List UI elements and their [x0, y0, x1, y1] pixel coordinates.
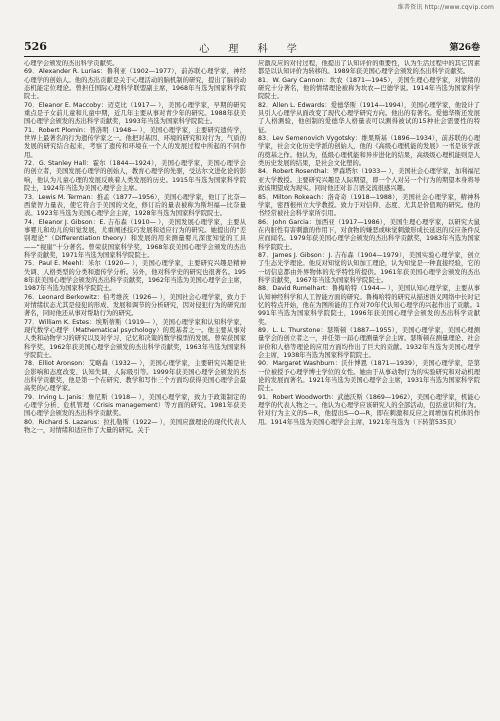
- entry-paragraph: 71．Robert Plomin：普洛明（1948— ），美国心理学家，主要研究遗传学，世界上最著名的行为遗传学家之一。他把对基因、环境的研究和对行为、气质的发展的研究结合起来，考察了遗传和环境在一个人的发展过程中所起的不同作用。: [24, 126, 246, 159]
- entry-paragraph: 91．Robert Woodworth：武德沃斯（1869—1962），美国心理学家，机能心理学的代表人物之一。他认为心理学应该研究人的全部活动，包括意识和行为。针对行为主义的S—R，他提出S—O—R，即在刺激和反应之间增加有机体的作用。1914年当选为美国心理学会主席，1921年当选为（下转第535页）: [258, 393, 480, 426]
- entry-paragraph: 应激反应的对付过程，他提出了认知评价的重要性，认为生活过程中的其它因素都是以认知评价为转移的。1989年获美国心理学会颁发的杰出科学贡献奖。: [258, 60, 480, 76]
- entry-paragraph: 72．G. Stanley Hall：霍尔（1844—1924），美国心理学家，美国心理学会的创立者，美国发展心理学的创始人，教育心理学的先驱，受达尔文进化论的影响，他认为儿童心理的发展反映着人类发展的历史。1915年当选为国家科学院院士，1924年当选为美国心理学会主席。: [24, 160, 246, 193]
- entry-paragraph: 心理学会颁发的杰出科学贡献奖。: [24, 60, 119, 67]
- entry-paragraph: 87．James J. Gibson：J. 吉布森（1904—1979），美国实验心理学家，创立了生态光学理论。他反对知觉的认知加工理论，认为知觉是一种直接经验，它的一切信息都由外界物体的光学特性所提供。1961年获美国心理学会颁发的杰出科学贡献奖，1967年当选为国家科学院院士。: [258, 251, 480, 284]
- header-rule: [24, 56, 480, 57]
- entry-paragraph: 76．Leonard Berkowitz：伯考维茨（1926— ），美国社会心理学家，致力于对情绪状态尤其是侵犯的形成、发展和调节的分析研究，因对侵犯行为的研究而著名，同时他还从事对帮助行为的研究。: [24, 293, 246, 318]
- left-column: [24, 60, 246, 712]
- right-column: [258, 60, 480, 712]
- page-number: 526: [24, 40, 47, 53]
- volume-label: 第26卷: [449, 43, 480, 53]
- entry-paragraph: 82．Allen L. Edwards：爱德华斯（1914—1994），美国心理学家，他设计了具引人心理学从面改变了现代心理学研究方向。他出的有著名。爱德华斯还发展了人格测验，他创制的爱德华人格量表可以测得被试的15种社会需要性的特征。: [258, 101, 480, 134]
- entry-paragraph: 84．Robert Rosenthal：罗森塔尔（1933— ），美国社会心理学家，加利福尼亚大学教授。主要研究兴趣是人际期望，即一个人对另一个行为的期望本身将导致该期望成为现实。同时他还对非言语交流很感兴趣。: [258, 168, 480, 193]
- entry-paragraph: 80．Richard S. Lazarus：拉扎勒斯（1922— ），美国应激理论的现代代表人物之一，对情绪和适应作了大量的研究。关于: [24, 418, 246, 435]
- entry-paragraph: 77．William K. Estes：埃斯蒂斯（1919— ），美国心理学家和认知科学家，现代数学心理学（Mathematical psychology）的奠基者之一。他主要从事对人类和动物学习的研究以及对学习、记忆和决策的数学模型的发展。曾荣获国家科学奖，1962年获美国心理学会颁发的杰出科学贡献奖，1963年当选为国家科学院院士。: [24, 318, 246, 360]
- entry-paragraph: 90．Margaret Washburn：沃什博恩（1871—1939），美国心理学家，是第一位被授予心理学博士学位的女性。她由于从事动物行为的实验研究和对动机理论的发展而著名。1921年当选为美国心理学会主席，1931年当选为国家科学院院士。: [258, 360, 480, 393]
- entry-paragraph: 73．Lewis M. Terman：推孟（1877—1956），美国心理学家，他订了比奈—西蒙智力量表，使它符合于美国的文化，修订后的量表被称为斯坦福—比奈量表。1923年当选为美国心理学会主席，1928年当选为国家科学院院士。: [24, 193, 246, 218]
- entry-paragraph: 83．Lev Semenovich Vygotsky：维果斯基（1896—1934），前苏联的心理学家，社会文化历史学派的创始人，他的《高级心理机能的发展》一书是该学派的奠基之作。他认为，低级心理机能和异步进化的结果，高级级心理机能则是人类历史发展的结果，是社会文化塑的。: [258, 135, 480, 168]
- entry-paragraph: 88．David Rumelhart：鲁梅哈特（1944— ），美国认知心理学家，主要从事认知神经科学和人工智能方面的研究。鲁梅哈特的研究从描述语义网络中长时记忆的特点开始，他在为图所能的工作对70年代认知心理学的兴起作出了贡献。1991年当选为国家科学院院士，1996年获美国心理学会颁发的杰出科学贡献奖。: [258, 285, 480, 326]
- article-body: [24, 60, 480, 712]
- entry-paragraph: 69．Alexander R. Lurias：鲁利亚（1902—1977），前苏联心理学家，神经心理学的创始人。他的杰出贡献是关于心理活动的脑机制的研究，提出了脑的动态机能定位理论。曾担任国际心理科学联盟副主席，1968年当选为国家科学院院士。: [24, 68, 246, 101]
- entry-paragraph: 85．Milton Rokeach：洛奇奇（1918—1988），美国社会心理学家，精神科学家，密西根州立大学教授。致力于对信仰、态度、尤其是价值观的研究。他的书经常被社会科学家所引用。: [258, 193, 480, 218]
- entry-paragraph: 74．Eleanor J. Gibson：E. 吉布森（1910— ），美国发展心理学家，主要从事婴儿和幼儿的知觉发展，尤重阐述技巧发展和适应行为的研究。她提出的“差别理论”（Differentiation theory）和发展的用来测量婴儿深度知觉的工具——“视崖”十分著名。曾荣获国家科学奖，1968年获美国心理学会颁发的杰出科学贡献奖，1971年当选为国家科学院院士。: [24, 218, 246, 259]
- entry-paragraph: 75．Paul E. Meehl：米尔（1920— ），美国心理学家，主要研究兴趣是精神失调、人格类型的分类和遗传学分析。另外，他对科学史的研究也很著名。1958年获美国心理学会颁发的杰出科学贡献奖，1962年当选为美国心理学会主席，1987年当选为国家科学院院士。: [24, 260, 246, 293]
- entry-paragraph: 86．John Garcia：加西亚（1917—1986），美国生理心理学家，以研究大鼠在内脏性有害刺激的作用下，对食物的嫌恶或味觉刺激形成长延迟的反应条件反应而闻名。1979年获美国心理学会颁发的杰出科学贡献奖，1983年当选为国家科学院院士。: [258, 218, 480, 251]
- entry-paragraph: 78．Elliot Aronson：艾略森（1932— ），美国心理学家，主要研究兴趣是社会影响和态度改变、认知失调、人际吸引等。1999年获美国心理学会颁发的杰出科学贡献奖，他是第一个在研究、教学和写作三个方面均获得美国心理学会最高奖的心理学家。: [24, 360, 246, 393]
- page-header: [24, 40, 480, 56]
- entry-paragraph: 89．L. L. Thurstone：瑟斯顿（1887—1955），美国心理学家，美国心理测量学会的创立者之一，并任第一届心理测量学会主席。瑟斯顿在测量理论、社会评价和人格等理论的应用方面均作出了巨大的贡献。1932年当选为美国心理学会主席，1938年当选为国家科学院院士。: [258, 327, 480, 360]
- entry-paragraph: 81．W. Gary Cannon：坎农（1871—1945），美国生理心理学家，对情绪的研究十分著名，他的情绪理论被称为坎农—巴德学说。1914年当选为国家科学院院士。: [258, 76, 480, 101]
- entry-paragraph: 70．Eleanor E. Maccoby：迈克比（1917— ），美国心理学家，早期的研究重点是子女前儿童和儿童中期，近几年主要从事对青少年的研究。1988年获美国心理学会颁发的杰出科学贡献奖，1993年当选为国家科学院院士。: [24, 101, 246, 126]
- entry-paragraph: 79．Irving L. Janis：詹尼斯（1918— ），美国心理学家，致力于政策制定的心理学分析、危机管理（Crisis management）等方面的研究。1981年获美国心理学会颁发的杰出科学贡献奖。: [24, 393, 246, 418]
- watermark: 维普资讯 http://www.cqvip.com: [397, 4, 494, 11]
- journal-title: 心 理 科 学: [199, 44, 305, 55]
